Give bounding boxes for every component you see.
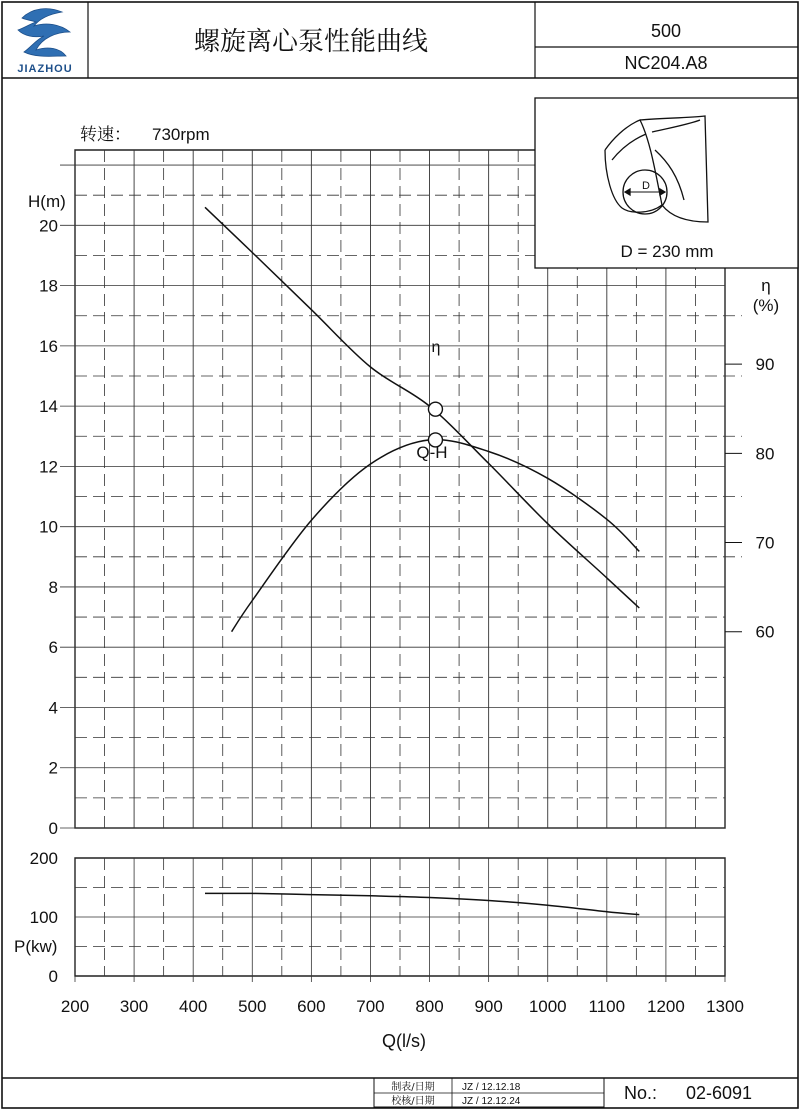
model-code: NC204.A8 xyxy=(624,53,708,73)
checked-value: JZ / 12.12.24 xyxy=(462,1096,521,1107)
x-axis-label: Q(l/s) xyxy=(382,1031,426,1051)
p-tick-label: 100 xyxy=(29,908,58,927)
h-tick-label: 8 xyxy=(48,577,58,597)
power-grid xyxy=(75,858,725,982)
model-size: 500 xyxy=(650,21,682,41)
h-axis-label: H(m) xyxy=(28,192,66,211)
h-tick-label: 4 xyxy=(48,698,58,718)
impeller-inset xyxy=(535,98,798,268)
qh-marker xyxy=(428,402,442,416)
no-label: No.: xyxy=(624,1083,658,1103)
checked-label: 校核/日期 xyxy=(391,1096,435,1107)
x-tick-label: 1300 xyxy=(706,997,744,1016)
page-title: 螺旋离心泵性能曲线 xyxy=(193,27,429,57)
efficiency-curve xyxy=(232,440,640,632)
x-tick-label: 300 xyxy=(119,997,149,1016)
curves xyxy=(205,207,639,914)
jiazhou-logo xyxy=(17,9,72,75)
qh-curve-label: Q-H xyxy=(416,443,448,462)
x-tick-label: 1000 xyxy=(528,997,567,1016)
footer xyxy=(2,1078,798,1107)
made-value: JZ / 12.12.18 xyxy=(462,1082,521,1093)
h-tick-label: 12 xyxy=(39,457,58,477)
h-tick-label: 20 xyxy=(39,216,58,236)
h-tick-label: 6 xyxy=(48,638,58,658)
h-tick-label: 10 xyxy=(39,517,58,537)
h-tick-label: 2 xyxy=(48,758,58,778)
h-tick-label: 0 xyxy=(48,819,58,838)
x-tick-label: 800 xyxy=(415,997,444,1016)
logo-text: JIAZHOU xyxy=(17,63,73,75)
x-tick-label: 700 xyxy=(356,997,385,1016)
made-label: 制表/日期 xyxy=(391,1082,435,1093)
eta-curve-label: η xyxy=(431,339,441,356)
eta-tick-label: 70 xyxy=(755,533,775,553)
x-tick-label: 400 xyxy=(178,997,208,1016)
p-tick-label: 0 xyxy=(48,967,58,986)
x-tick-label: 600 xyxy=(297,997,326,1016)
speed-label: 转速： xyxy=(80,125,131,145)
x-tick-label: 900 xyxy=(474,997,503,1016)
x-tick-label: 200 xyxy=(60,997,90,1016)
impeller-diameter: D = 230 mm xyxy=(620,242,714,261)
power-curve xyxy=(205,893,639,914)
x-tick-label: 500 xyxy=(238,997,267,1016)
h-tick-label: 14 xyxy=(39,397,58,417)
x-tick-label: 1100 xyxy=(588,997,626,1016)
h-tick-label: 16 xyxy=(39,336,58,356)
eta-tick-label: 90 xyxy=(755,355,775,375)
eta-axis-unit: (%) xyxy=(752,296,780,315)
p-tick-label: 200 xyxy=(29,849,58,868)
drawing-number: 02-6091 xyxy=(686,1083,753,1103)
speed-value: 730rpm xyxy=(152,125,210,144)
p-axis-label: P(kw) xyxy=(14,937,58,956)
x-tick-label: 1200 xyxy=(646,997,685,1016)
h-tick-label: 18 xyxy=(39,276,58,296)
impeller-d-label: D xyxy=(642,180,650,192)
eta-tick-label: 60 xyxy=(755,622,775,642)
eta-tick-label: 80 xyxy=(755,444,775,464)
eta-axis-symbol: η xyxy=(761,276,771,295)
